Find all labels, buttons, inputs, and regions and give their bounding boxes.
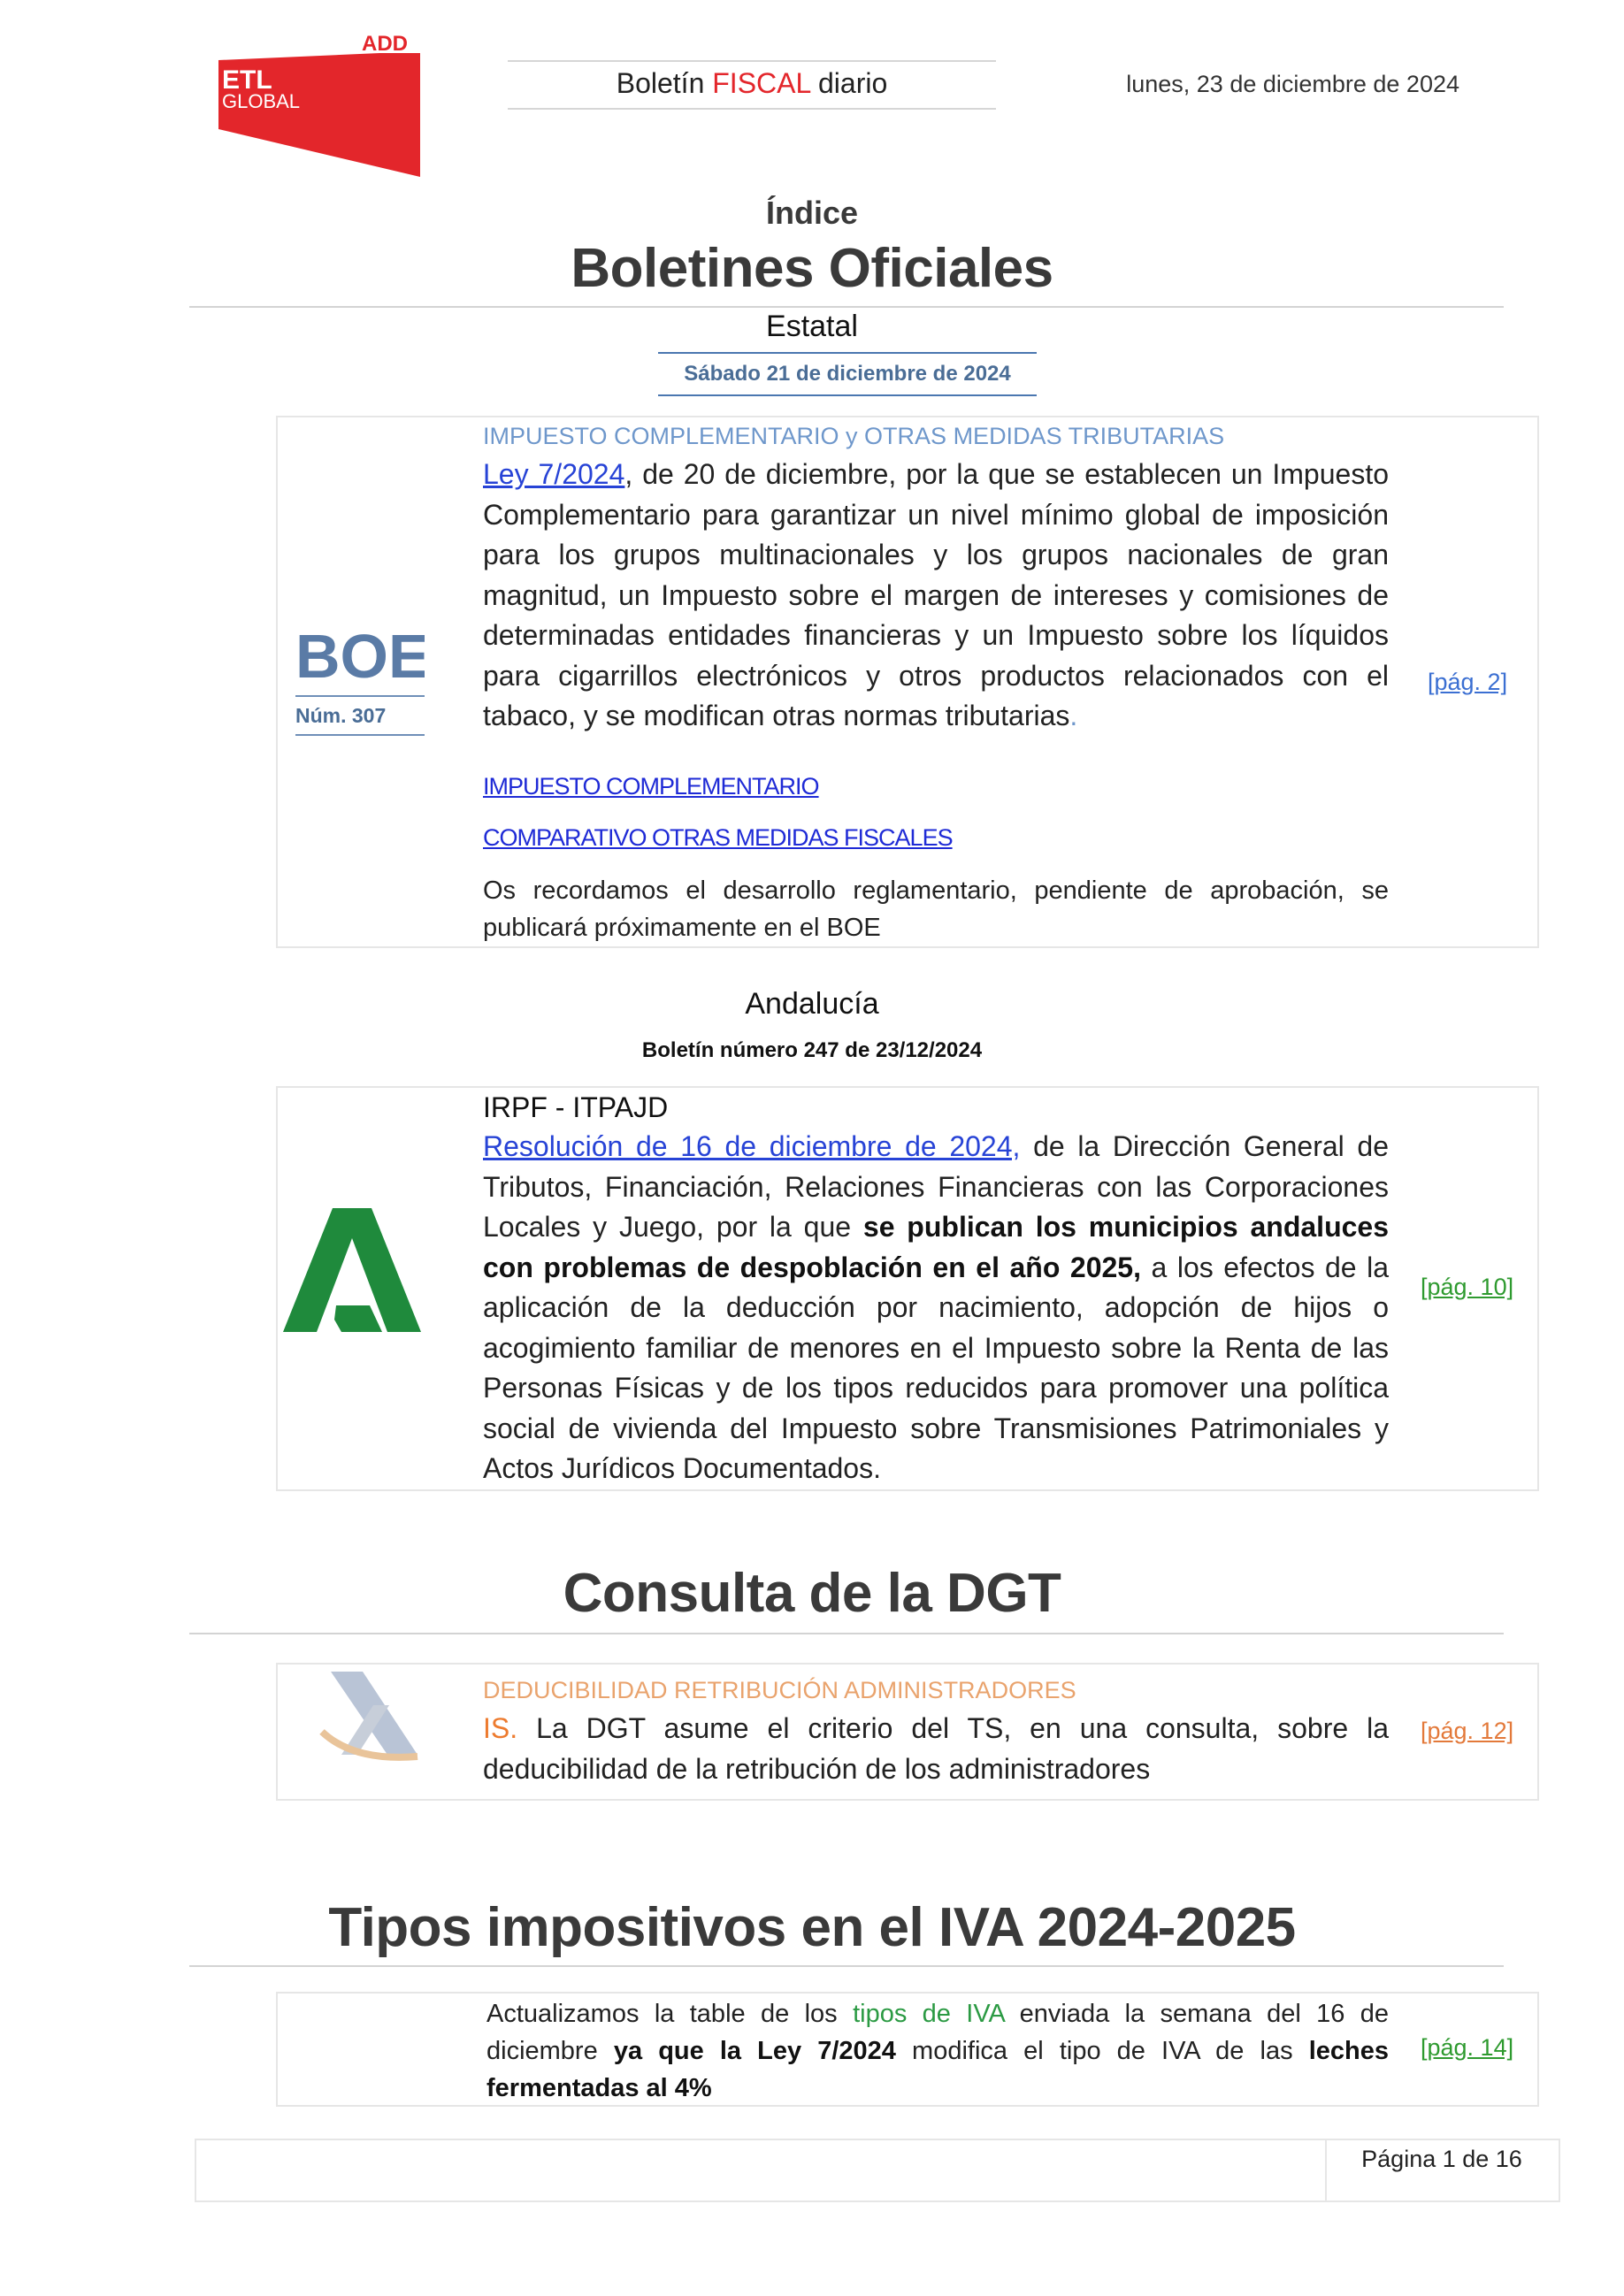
logo-add-text: ADD xyxy=(362,34,408,56)
index-label: Índice xyxy=(765,195,859,231)
iva-description: Actualizamos la table de los tipos de IVA enviada la semana del 16 de diciembre ya que la Ley 7/2024 modifica el tipo de IVA de las leches fermentadas al 4% xyxy=(486,2000,1390,2102)
agencia-tributaria-logo xyxy=(318,1670,425,1762)
divider xyxy=(189,1633,1504,1634)
junta-andalucia-logo xyxy=(283,1208,421,1334)
boe-description: Ley 7/2024, de 20 de diciembre, por la que se establecen un Impuesto Complementario para garantizar un nivel mínimo global de imposición para los grupos multinacionales y los grupos nacionales de gran magnitud, un Impuesto sobre el margen de intereses y comisiones de determinadas entidades financieras y un Impuesto sobre los líquidos para cigarrillos electrónicos y otros productos relacionados con el tabaco, y se modifican otras normas tributarias. xyxy=(483,458,1390,731)
header-rule-bottom xyxy=(508,108,996,110)
logo-global-text: GLOBAL xyxy=(222,90,301,112)
impuesto-complementario-link[interactable]: IMPUESTO COMPLEMENTARIO xyxy=(483,773,819,800)
estatal-date: Sábado 21 de diciembre de 2024 xyxy=(658,352,1037,396)
andalucia-page-link[interactable]: [pág. 10] xyxy=(1421,1274,1514,1300)
andalucia-category: IRPF - ITPAJD xyxy=(483,1091,669,1123)
ley-7-2024-link[interactable]: Ley 7/2024 xyxy=(483,458,625,490)
header-date: lunes, 23 de diciembre de 2024 xyxy=(1126,71,1459,97)
estatal-heading: Estatal xyxy=(766,310,858,343)
iva-page-link[interactable]: [pág. 14] xyxy=(1421,2034,1514,2061)
andalucia-heading: Andalucía xyxy=(745,987,879,1021)
boe-rule xyxy=(295,695,425,697)
dgt-heading: Consulta de la DGT xyxy=(563,1563,1061,1624)
boe-number: Núm. 307 xyxy=(295,704,387,727)
dgt-category: DEDUCIBILIDAD RETRIBUCIÓN ADMINISTRADORES xyxy=(483,1677,1076,1703)
andalucia-description: Resolución de 16 de diciembre de 2024, de la Dirección General de Tributos, Financiación, Relaciones Financieras con las Corporaciones Locales y Juego, por la que se publican los municipios andaluces con problemas de despoblación en el año 2025, a los efectos de la aplicación de la deducción por nacimiento, adopción de hijos o acogimiento familiar de menores en el Impuesto sobre la Renta de las Personas Físicas y de los tipos reducidos para promover una política social de vivienda del Impuesto sobre Transmisiones Patrimoniales y Actos Jurídicos Documentados. xyxy=(483,1130,1390,1484)
divider xyxy=(189,306,1504,308)
boe-page-link[interactable]: [pág. 2] xyxy=(1428,669,1508,695)
dgt-page-link[interactable]: [pág. 12] xyxy=(1421,1718,1514,1744)
logo-etl-text: ETL xyxy=(222,65,272,95)
comparativo-medidas-link[interactable]: COMPARATIVO OTRAS MEDIDAS FISCALES xyxy=(483,824,953,851)
boletines-heading: Boletines Oficiales xyxy=(571,238,1053,299)
boe-logo xyxy=(295,624,425,688)
etl-global-logo xyxy=(217,34,420,177)
boe-rule xyxy=(295,734,425,736)
resolucion-link[interactable]: Resolución de 16 de diciembre de 2024, xyxy=(483,1130,1021,1162)
bulletin-title: Boletín FISCAL diario xyxy=(616,67,888,99)
boe-logo-text: BOE xyxy=(295,624,425,688)
page-number: Página 1 de 16 xyxy=(1361,2146,1522,2172)
andalucia-boletin: Boletín número 247 de 23/12/2024 xyxy=(641,1038,983,1062)
boe-category: IMPUESTO COMPLEMENTARIO y OTRAS MEDIDAS TRIBUTARIAS xyxy=(483,423,1225,449)
divider xyxy=(189,1965,1504,1967)
dgt-description: IS. La DGT asume el criterio del TS, en una consulta, sobre la deducibilidad de la retribución de los administradores xyxy=(483,1712,1389,1785)
header-rule-top xyxy=(508,60,996,62)
iva-heading: Tipos impositivos en el IVA 2024-2025 xyxy=(328,1897,1296,1958)
boe-note: Os recordamos el desarrollo reglamentario, pendiente de aprobación, se publicará próximamente en el BOE xyxy=(483,876,1389,942)
